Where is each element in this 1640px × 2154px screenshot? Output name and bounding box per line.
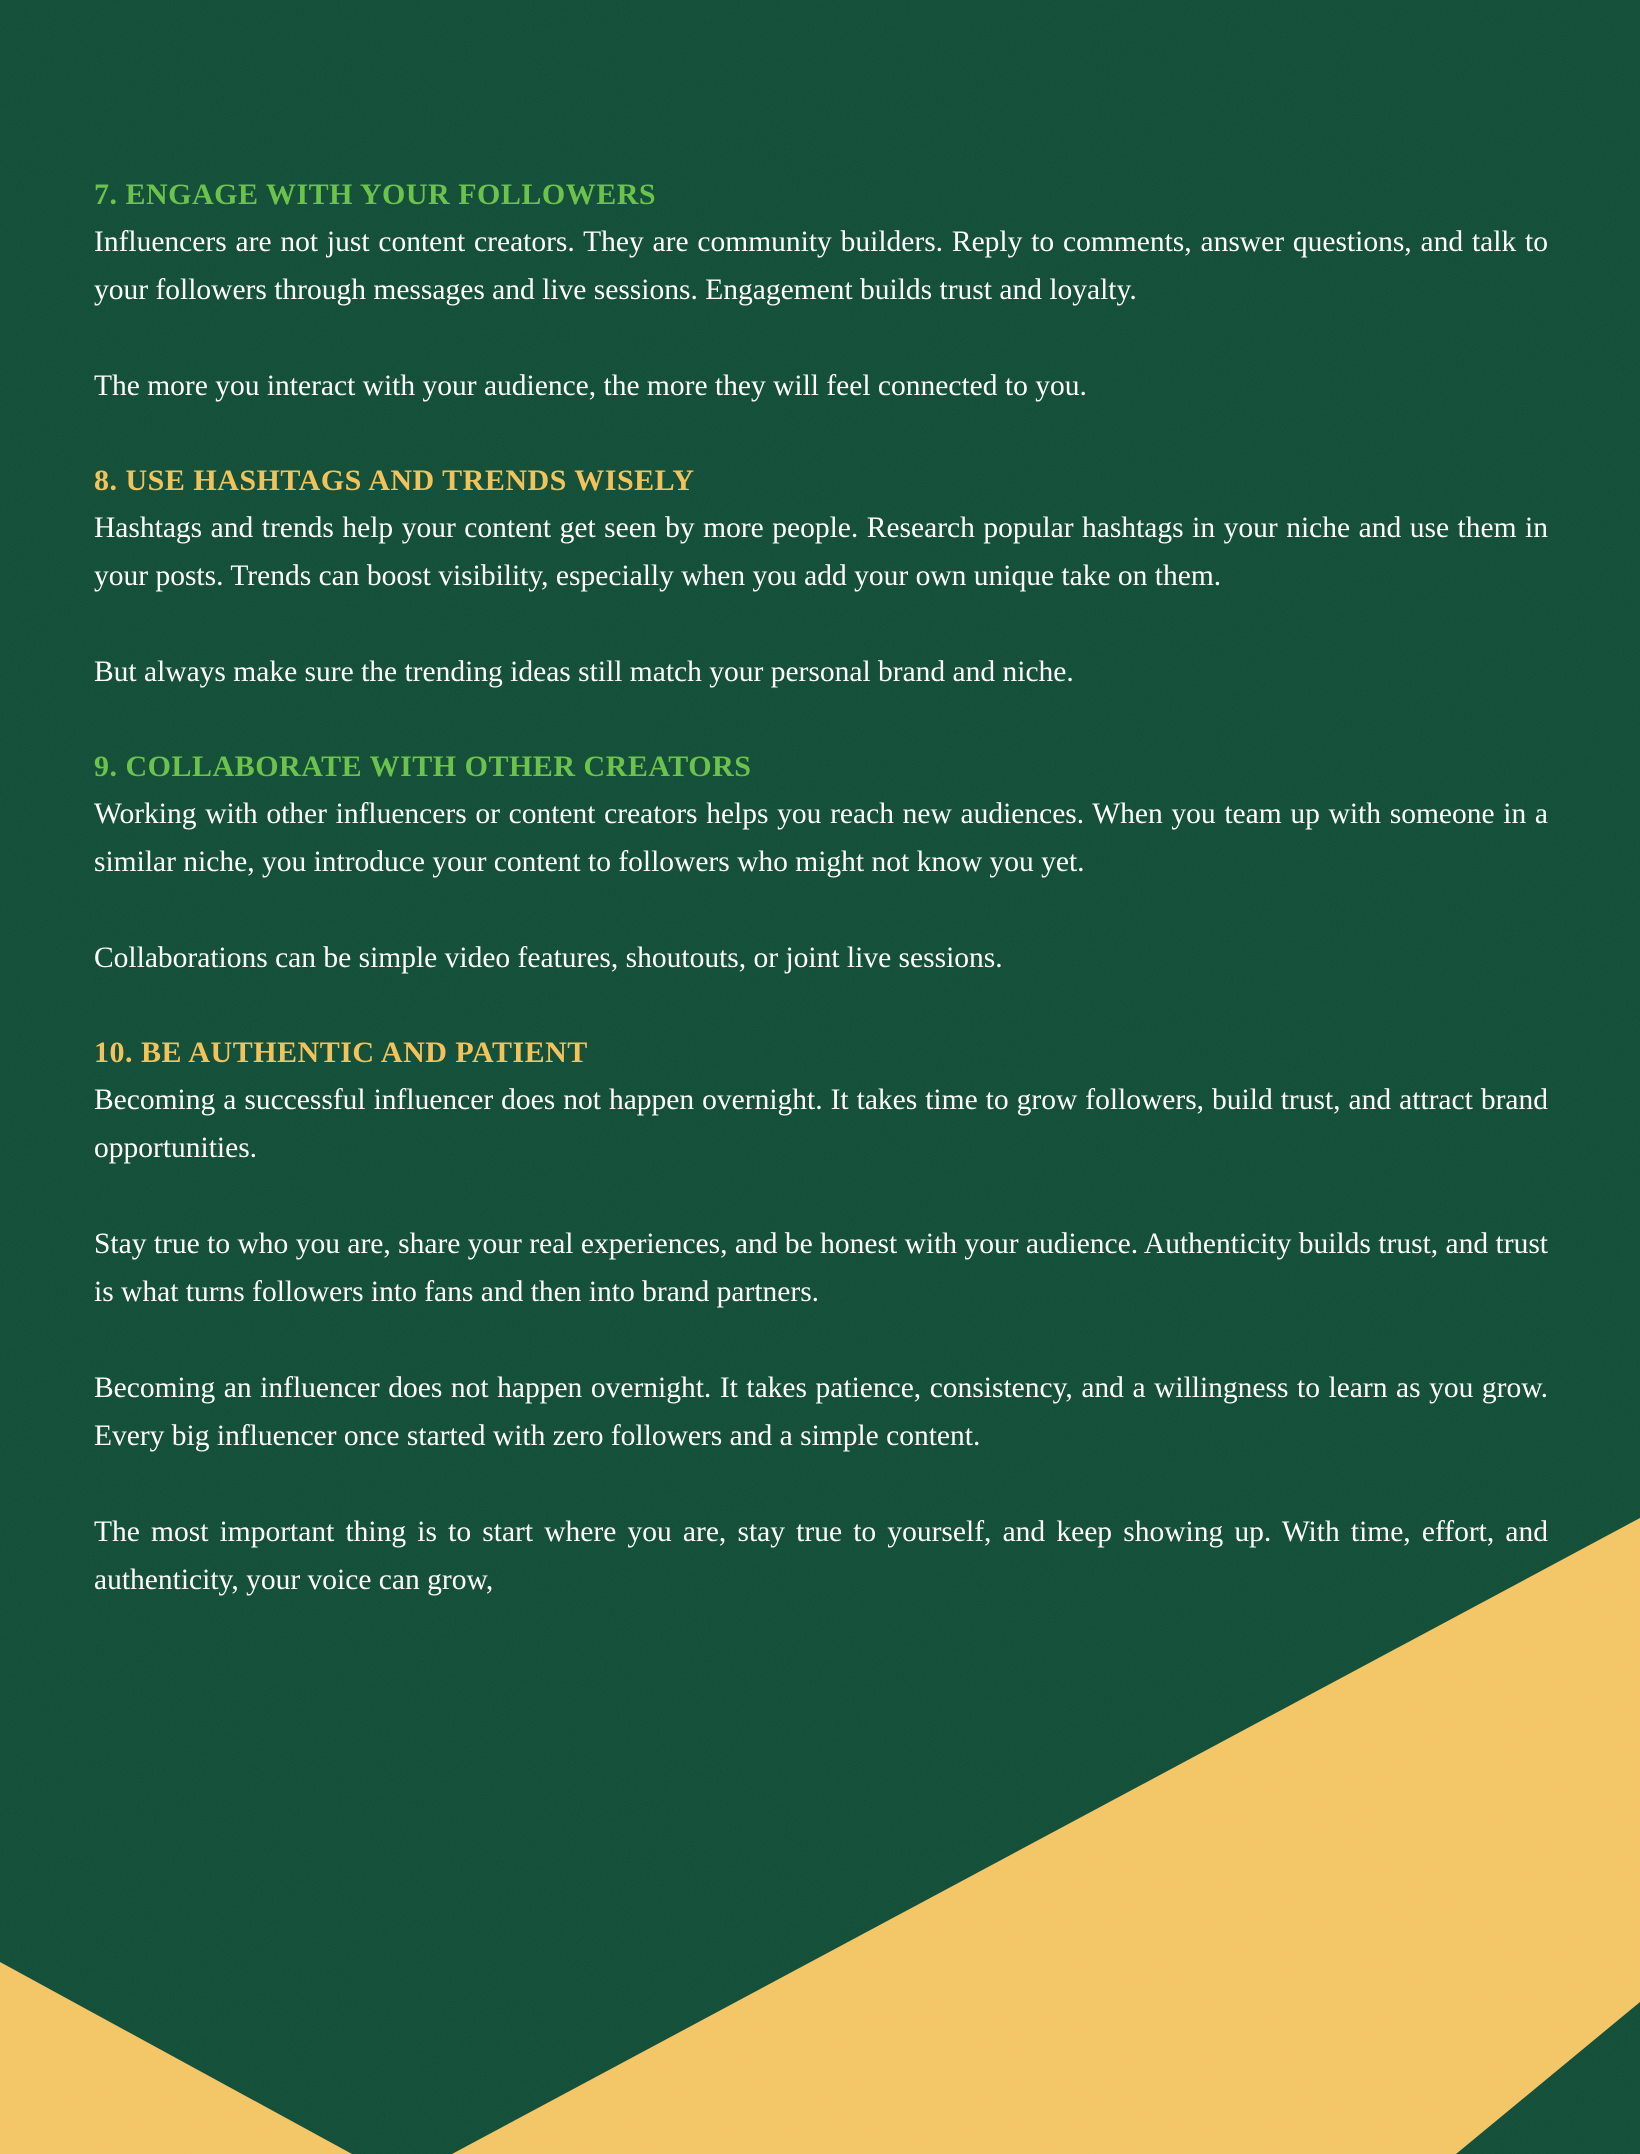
paragraph: Becoming an influencer does not happen overnight. It takes patience, consistency, and a willingness to learn as you grow. Every big influencer once started with zero followers and a simple content. xyxy=(94,1372,1548,1452)
paragraph: Becoming a successful influencer does not happen overnight. It takes time to grow followers, build trust, and attract brand opportunities. xyxy=(94,1084,1548,1164)
paragraph: Influencers are not just content creators. They are community builders. Reply to comments, answer questions, and talk to your followers through messages and live sessions. Engagement builds trust and loyalty. xyxy=(94,226,1548,306)
section-heading: 10. BE AUTHENTIC AND PATIENT xyxy=(94,1036,588,1069)
paragraph: The most important thing is to start where you are, stay true to yourself, and keep showing up. With time, effort, and authenticity, your voice can grow, xyxy=(94,1516,1548,1596)
section-authentic xyxy=(94,1030,1548,1604)
section-heading: 8. USE HASHTAGS AND TRENDS WISELY xyxy=(94,464,695,497)
paragraph: Hashtags and trends help your content get seen by more people. Research popular hashtags in your niche and use them in your posts. Trends can boost visibility, especially when you add your own unique take on them. xyxy=(94,512,1548,592)
paragraph: Stay true to who you are, share your real experiences, and be honest with your audience. Authenticity builds trust, and trust is what turns followers into fans and then into brand partners. xyxy=(94,1228,1548,1308)
section-engage xyxy=(94,172,1548,410)
section-heading: 7. ENGAGE WITH YOUR FOLLOWERS xyxy=(94,178,657,211)
section-hashtags xyxy=(94,458,1548,696)
paragraph: Collaborations can be simple video features, shoutouts, or joint live sessions. xyxy=(94,942,1003,974)
section-collaborate xyxy=(94,744,1548,982)
paragraph: But always make sure the trending ideas still match your personal brand and niche. xyxy=(94,656,1074,688)
paragraph: The more you interact with your audience, the more they will feel connected to you. xyxy=(94,370,1087,402)
section-heading: 9. COLLABORATE WITH OTHER CREATORS xyxy=(94,750,752,783)
paragraph: Working with other influencers or content creators helps you reach new audiences. When you team up with someone in a similar niche, you introduce your content to followers who might not know you yet. xyxy=(94,798,1548,878)
article-body xyxy=(94,172,1548,1652)
